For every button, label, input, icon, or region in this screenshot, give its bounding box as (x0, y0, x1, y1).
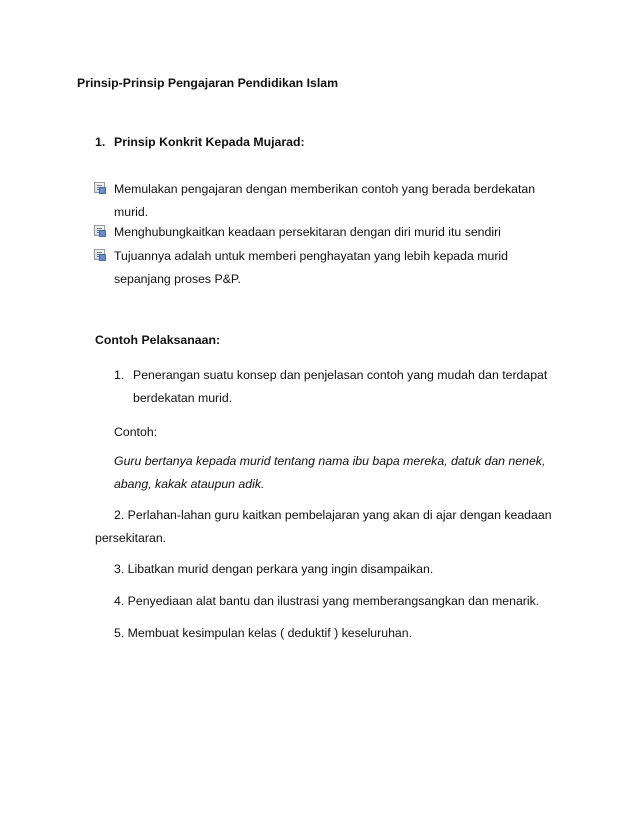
example-label: Contoh: (114, 425, 158, 439)
example-line-1: Guru bertanya kepada murid tentang nama ibu bapa mereka, datuk dan nenek, (114, 454, 546, 468)
item1-line-2: berdekatan murid. (133, 391, 233, 405)
example-line-2: abang, kakak ataupun adik. (114, 477, 265, 491)
bullet-1-line-2: murid. (114, 205, 149, 219)
item4: 4. Penyediaan alat bantu dan ilustrasi yang memberangsangkan dan menarik. (114, 594, 540, 608)
section2-heading: Contoh Pelaksanaan: (95, 333, 221, 347)
document-title: Prinsip-Prinsip Pengajaran Pendidikan Islam (77, 76, 339, 90)
bullet-1-line-1: Memulakan pengajaran dengan memberikan contoh yang berada berdekatan (114, 182, 536, 196)
document-bullet-icon (94, 182, 105, 193)
bullet-3-line-2: sepanjang proses P&P. (114, 272, 241, 286)
document-bullet-icon (94, 225, 105, 236)
document-bullet-icon (94, 249, 105, 260)
item1-line-1: Penerangan suatu konsep dan penjelasan contoh yang mudah dan terdapat (133, 368, 548, 382)
item2-line-1: 2. Perlahan-lahan guru kaitkan pembelajaran yang akan di ajar dengan keadaan (114, 508, 552, 522)
section1-number: 1. (95, 135, 106, 149)
item1-number: 1. (114, 368, 125, 382)
bullet-2-line-1: Menghubungkaitkan keadaan persekitaran dengan diri murid itu sendiri (114, 225, 501, 239)
item2-line-2: persekitaran. (95, 531, 167, 545)
item3: 3. Libatkan murid dengan perkara yang ingin disampaikan. (114, 562, 434, 576)
section1-heading: Prinsip Konkrit Kepada Mujarad: (114, 135, 305, 149)
bullet-3-line-1: Tujuannya adalah untuk memberi penghayatan yang lebih kepada murid (114, 249, 508, 263)
item5: 5. Membuat kesimpulan kelas ( deduktif ) keseluruhan. (114, 626, 413, 640)
